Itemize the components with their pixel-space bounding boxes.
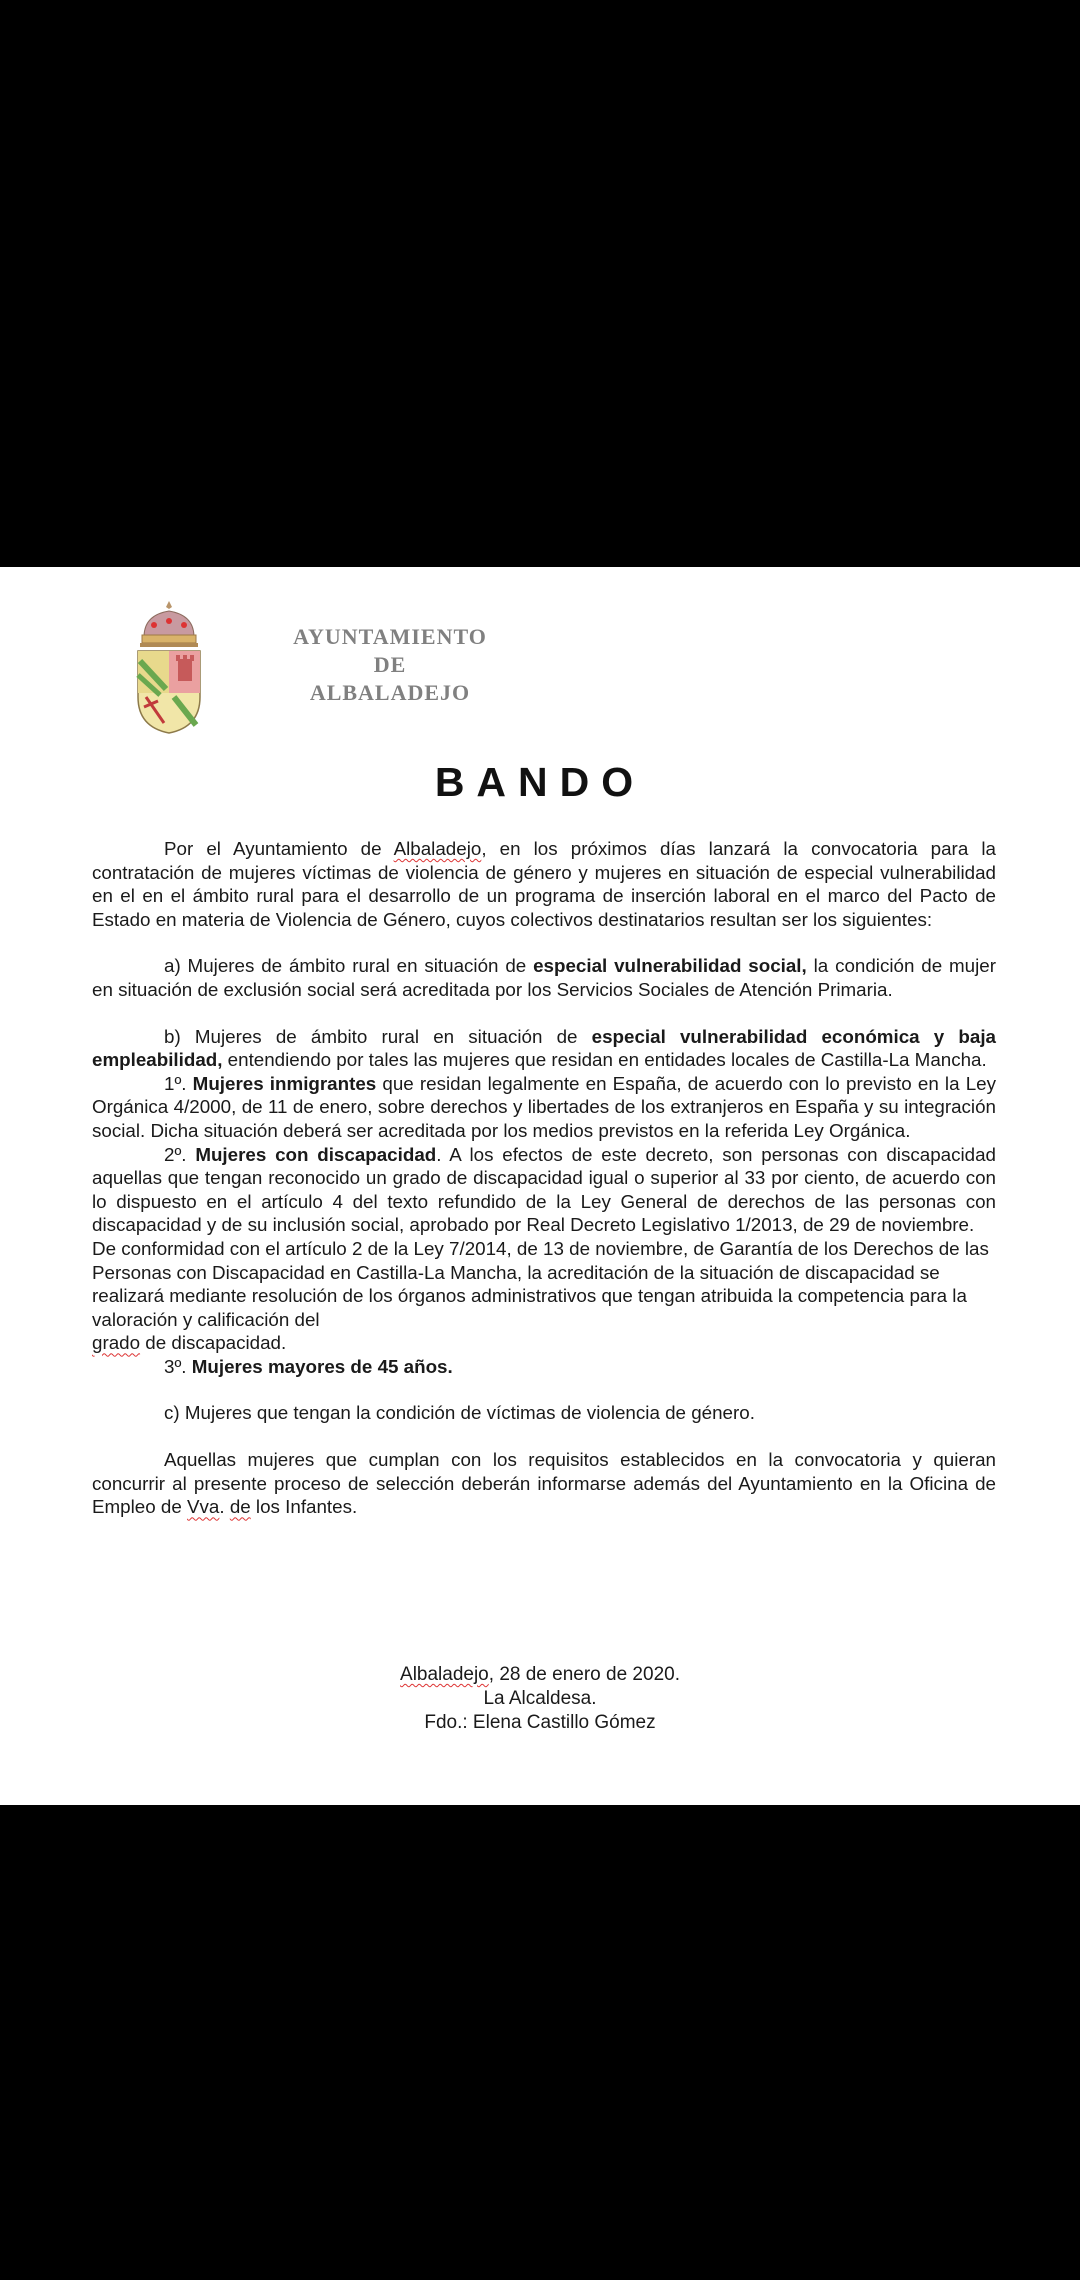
sub-2-post: . A los efectos de este decreto, son personas con discapacidad aquellas que tengan reconocido un grado de discapacidad igual o superior al 33 por ciento, de acuerdo con lo dispuesto en el artículo 4 del texto refundido de la Ley General de derechos de las personas con discapacidad y de su inclusión social, aprobado por Real Decreto Legislativo 1/2013, de 29 de noviembre. bbox=[92, 1143, 996, 1236]
item-a-bold: especial vulnerabilidad social, bbox=[533, 955, 807, 977]
signature-place: Albaladejo bbox=[400, 1664, 489, 1685]
council-line-3: ALBALADEJO bbox=[309, 680, 471, 705]
closing-mid: . bbox=[219, 1496, 230, 1518]
sub-2-cont-post: de discapacidad. bbox=[140, 1332, 287, 1354]
council-name bbox=[270, 623, 510, 707]
closing-paragraph bbox=[92, 1448, 996, 1519]
intro-paragraph bbox=[92, 837, 996, 931]
document-body bbox=[92, 837, 996, 1519]
signature-date: , 28 de enero de 2020. bbox=[488, 1664, 680, 1685]
document-page bbox=[0, 567, 1080, 1805]
item-a-post: la condición de mujer en situación de exclusión social será acreditada por los Servicios Sociales de Atención Primaria. bbox=[92, 955, 997, 1000]
intro-post: , en los próximos días lanzará la convocatoria para la contratación de mujeres víctimas de violencia de género y mujeres en situación de especial vulnerabilidad en el en el ámbito rural para el desarrollo de un programa de inserción laboral en el marco del Pacto de Estado en materia de Violencia de Género, cuyos colectivos destinatarios resultan ser los siguientes: bbox=[92, 838, 996, 930]
item-b-post: entendiendo por tales las mujeres que residan en entidades locales de Castilla-La Mancha. bbox=[222, 1049, 987, 1071]
intro-town: Albaladejo bbox=[393, 838, 482, 859]
sub-3-paragraph bbox=[92, 1355, 996, 1379]
sub-2-continuation bbox=[92, 1237, 996, 1355]
signature-block bbox=[0, 1663, 1080, 1735]
sub-1-paragraph bbox=[92, 1072, 996, 1143]
sub-1-bold: Mujeres inmigrantes bbox=[192, 1072, 377, 1094]
item-b-pre: b) Mujeres de ámbito rural en situación de bbox=[164, 1025, 592, 1047]
sub-1-num: 1º. bbox=[164, 1072, 193, 1094]
intro-pre: Por el Ayuntamiento de bbox=[164, 838, 394, 859]
sub-3-bold: Mujeres mayores de 45 años. bbox=[191, 1355, 453, 1377]
council-line-2: DE bbox=[373, 652, 407, 677]
signature-name: Fdo.: Elena Castillo Gómez bbox=[424, 1712, 656, 1733]
closing-post: los Infantes. bbox=[250, 1496, 358, 1518]
item-b-paragraph bbox=[92, 1025, 996, 1072]
council-line-1: AYUNTAMIENTO bbox=[293, 624, 487, 649]
closing-pre: Aquellas mujeres que cumplan con los requisitos establecidos en la convocatoria y quieran concurrir al presente proceso de selección deberán informarse además del Ayuntamiento en la Oficina de Empleo de bbox=[92, 1449, 996, 1518]
sub-3-num: 3º. bbox=[164, 1355, 192, 1377]
sub-2-cont-text: De conformidad con el artículo 2 de la Ley 7/2014, de 13 de noviembre, de Garantía de los Derechos de las Personas con Discapacidad en Castilla-La Mancha, la acreditación de la situación de discapacidad se realizará mediante resolución de los órganos administrativos que tengan atribuida la competencia para la valoración y calificación del bbox=[92, 1237, 989, 1330]
sub-2-bold: Mujeres con discapacidad bbox=[195, 1143, 437, 1165]
item-c-paragraph: c) Mujeres que tengan la condición de víctimas de violencia de género. bbox=[164, 1402, 755, 1424]
sub-2-num: 2º. bbox=[164, 1143, 196, 1165]
closing-abbr-1: Vva bbox=[187, 1496, 220, 1518]
sub-2-cont-word: grado bbox=[92, 1332, 141, 1354]
signature-place-date bbox=[0, 1663, 1080, 1687]
item-a-paragraph bbox=[92, 954, 996, 1001]
closing-abbr-2: de bbox=[229, 1496, 251, 1518]
item-a-pre: a) Mujeres de ámbito rural en situación de bbox=[164, 955, 534, 977]
item-b-bold: especial vulnerabilidad económica y baja empleabilidad, bbox=[92, 1025, 996, 1071]
document-title: BANDO bbox=[434, 759, 646, 805]
sub-2-paragraph bbox=[92, 1143, 996, 1237]
sub-1-post: que residan legalmente en España, de acuerdo con lo previsto en la Ley Orgánica 4/2000, de 11 de enero, sobre derechos y libertades de los extranjeros en España y su integración social. Dicha situación deberá ser acreditada por los medios previstos en la referida Ley Orgánica. bbox=[92, 1072, 996, 1141]
signature-role: La Alcaldesa. bbox=[483, 1688, 597, 1709]
coat-of-arms-icon bbox=[124, 597, 214, 737]
